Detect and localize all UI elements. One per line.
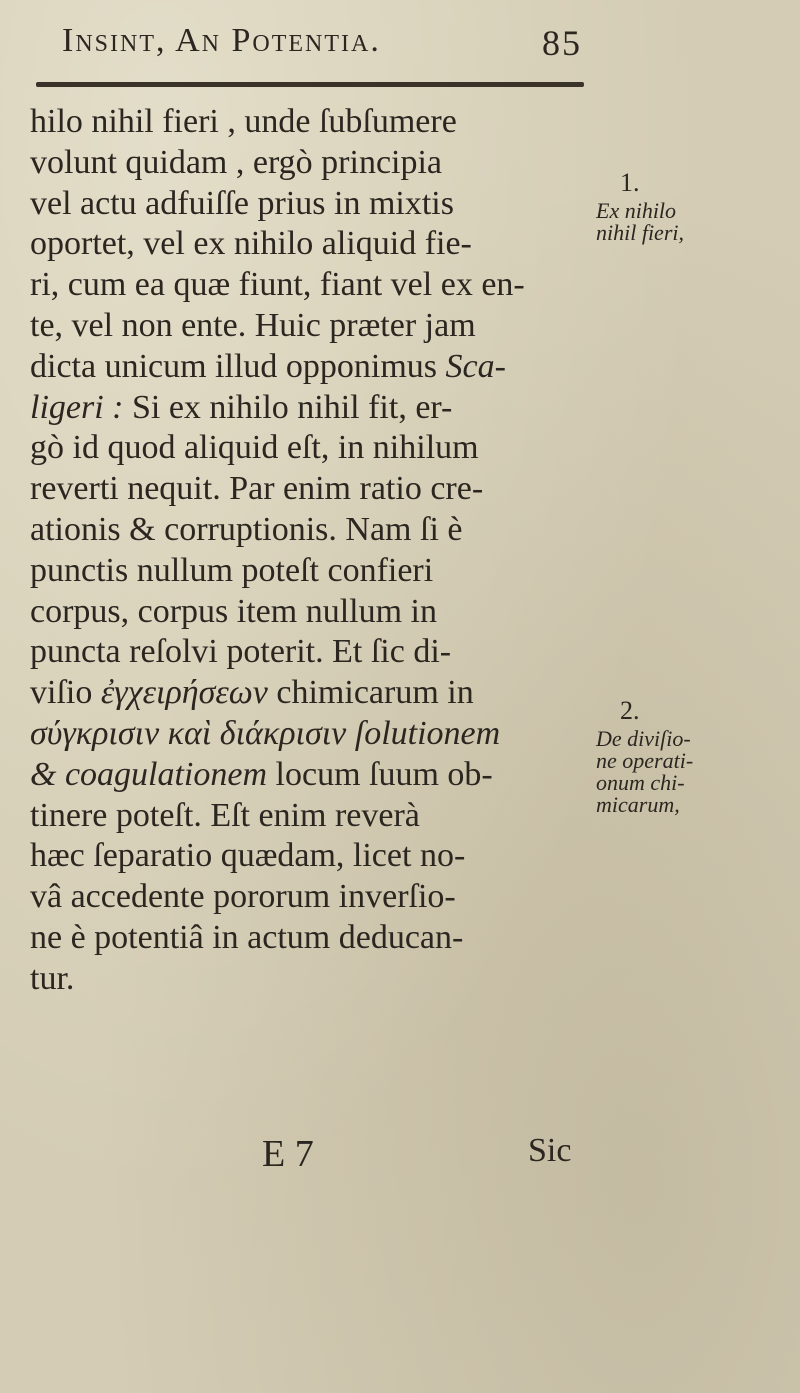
margin-note-line: micarum, bbox=[596, 792, 680, 817]
text-line bbox=[30, 428, 590, 469]
text-line bbox=[30, 388, 590, 429]
text-line bbox=[30, 959, 590, 1000]
text-run: viſio bbox=[30, 674, 101, 712]
text-line bbox=[30, 143, 590, 184]
text-line bbox=[30, 224, 590, 265]
text-line bbox=[30, 632, 590, 673]
text-line bbox=[30, 877, 590, 918]
text-run: dicta unicum illud opponimus bbox=[30, 347, 446, 385]
text-run: vel actu adfuiſſe prius in mixtis bbox=[30, 184, 454, 222]
text-line bbox=[30, 673, 590, 714]
text-run: puncta reſolvi poterit. Et ſic di- bbox=[30, 633, 452, 671]
text-line bbox=[30, 796, 590, 837]
text-run: corpus, corpus item nullum in bbox=[30, 592, 438, 630]
text-run: vâ accedente pororum inverſio- bbox=[30, 878, 456, 916]
text-run: punctis nullum poteſt confieri bbox=[30, 551, 434, 589]
text-run: gò id quod aliquid eſt, in nihilum bbox=[30, 429, 479, 467]
margin-note-line: ne operati- bbox=[596, 748, 694, 773]
italic-text: ἐγχειρήσεων bbox=[100, 674, 268, 712]
signature-mark: E 7 bbox=[262, 1133, 314, 1175]
text-line bbox=[30, 592, 590, 633]
text-line bbox=[30, 714, 590, 755]
italic-text: σύγκρισιν καὶ διάκρισιν ſolutionem bbox=[30, 714, 501, 752]
text-line bbox=[30, 306, 590, 347]
body-text bbox=[30, 102, 590, 1000]
text-run: volunt quidam , ergò principia bbox=[30, 143, 443, 181]
text-line bbox=[30, 918, 590, 959]
margin-note-1 bbox=[596, 168, 776, 245]
text-run: ri, cum ea quæ fiunt, fiant vel ex en- bbox=[30, 266, 525, 304]
margin-note-line: onum chi- bbox=[596, 770, 685, 795]
italic-text: & coagulationem bbox=[30, 755, 268, 793]
text-run: Si ex nihilo nihil fit, er- bbox=[123, 388, 453, 426]
text-run: ne è potentiâ in actum deducan- bbox=[30, 918, 464, 956]
running-head bbox=[62, 22, 582, 66]
page-number: 85 bbox=[542, 23, 582, 63]
text-line bbox=[30, 510, 590, 551]
catchword: Sic bbox=[528, 1132, 572, 1169]
running-title: Insint, An Potentia. bbox=[62, 22, 381, 59]
text-run: hilo nihil fieri , unde ſubſumere bbox=[30, 103, 457, 140]
text-line bbox=[30, 347, 590, 388]
margin-note-2 bbox=[596, 696, 776, 817]
margin-note-line: Ex nihilo bbox=[596, 198, 677, 223]
text-line bbox=[30, 551, 590, 592]
text-line bbox=[30, 265, 590, 306]
margin-note-line: De diviſio- bbox=[596, 726, 691, 751]
margin-note-number: 1. bbox=[620, 168, 640, 197]
margin-note-line: nihil fieri, bbox=[596, 220, 684, 245]
text-run: ationis & corruptionis. Nam ſi è bbox=[30, 510, 463, 548]
text-run: tur. bbox=[30, 959, 75, 997]
text-line bbox=[30, 836, 590, 877]
italic-text: Sca- bbox=[445, 347, 506, 385]
text-line bbox=[30, 755, 590, 796]
text-run: chimicarum in bbox=[267, 674, 474, 712]
text-run: reverti nequit. Par enim ratio cre- bbox=[30, 470, 484, 508]
text-run: hæc ſeparatio quædam, licet no- bbox=[30, 837, 466, 875]
italic-text: ligeri : bbox=[30, 388, 124, 426]
text-line bbox=[30, 184, 590, 225]
text-run: tinere poteſt. Eſt enim reverà bbox=[30, 796, 420, 834]
text-run: oportet, vel ex nihilo aliquid fie- bbox=[30, 225, 472, 263]
text-line bbox=[30, 102, 590, 143]
text-line bbox=[30, 469, 590, 510]
text-run: locum ſuum ob- bbox=[267, 755, 493, 793]
text-run: te, vel non ente. Huic præter jam bbox=[30, 306, 476, 344]
margin-note-number: 2. bbox=[620, 696, 640, 725]
header-rule bbox=[36, 82, 584, 87]
